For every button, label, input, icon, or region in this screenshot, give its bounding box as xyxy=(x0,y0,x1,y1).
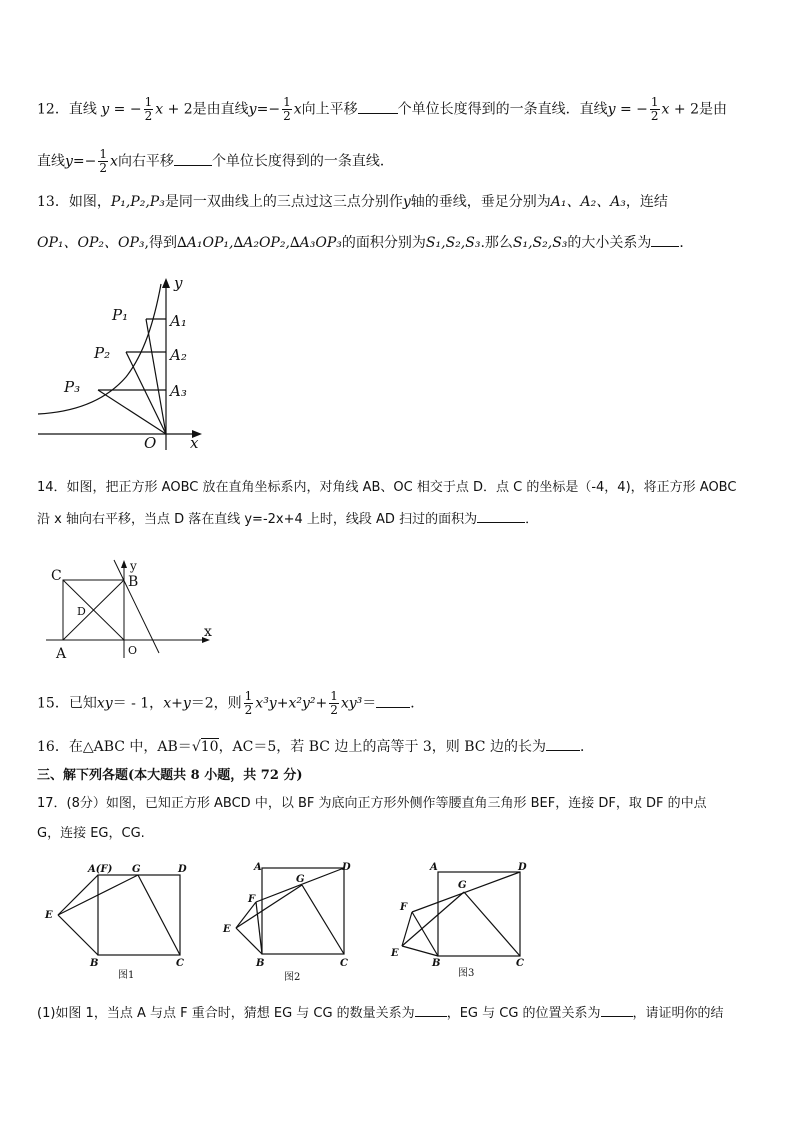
q15-line: 15．已知xy＝ - 1，x+y＝2，则 $\frac{1}{2}$ x³y+x²y²+ $\frac{1}{2}$ xy³＝ ． xyxy=(37,689,425,717)
q14-square-figure xyxy=(44,558,244,668)
svg-text:A(F): A(F) xyxy=(88,864,113,875)
svg-text:A: A xyxy=(430,862,438,873)
svg-text:B: B xyxy=(432,958,441,969)
answer-blank[interactable] xyxy=(601,1002,633,1017)
answer-blank[interactable] xyxy=(477,508,525,523)
svg-text:E: E xyxy=(391,948,399,959)
fraction-one-half: $\frac{1}{2}$ xyxy=(650,95,659,123)
svg-text:B: B xyxy=(90,958,99,969)
label-x: x xyxy=(204,624,212,640)
label-a1: A₁ xyxy=(170,312,187,330)
svg-text:F: F xyxy=(400,902,408,913)
answer-blank[interactable] xyxy=(415,1002,447,1017)
figure-caption: 图3 xyxy=(458,968,475,979)
label-p2: P₂ xyxy=(94,344,111,362)
q17-sub1-line: (1)如图 1，当点 A 与点 F 重合时，猜想 EG 与 CG 的数量关系为 ，EG 与 CG 的位置关系为 ，请证明你的结 xyxy=(37,1002,724,1024)
svg-text:E: E xyxy=(45,910,53,921)
answer-blank[interactable] xyxy=(651,232,679,247)
q17-line-2: G，连接 EG，CG. xyxy=(37,826,145,841)
q13-line-2: OP₁、OP₂、OP₃,得到∆A₁OP₁,∆A₂OP₂,∆A₃OP₃的面积分别为S₁,S₂,S₃.那么S₁,S₂,S₃的大小关系为 ． xyxy=(37,232,693,253)
label-b: B xyxy=(128,574,139,590)
q17-figure-2 xyxy=(218,858,378,988)
svg-text:D: D xyxy=(178,864,187,875)
label-c: C xyxy=(51,568,62,584)
q14-line-2: 沿 x 轴向右平移，当点 D 落在直线 y=-2x+4 上时，线段 AD 扫过的面积为 ． xyxy=(37,508,538,530)
answer-blank[interactable] xyxy=(358,99,398,114)
q17-figure-1 xyxy=(40,860,200,980)
svg-text:C: C xyxy=(176,958,184,969)
fraction-one-half: $\frac{1}{2}$ xyxy=(283,95,291,123)
label-a3: A₃ xyxy=(170,382,187,400)
fraction-one-half: $\frac{1}{2}$ xyxy=(144,95,153,123)
y-axis-arrow-icon xyxy=(121,560,127,568)
figure-caption: 图1 xyxy=(118,970,135,981)
label-p3: P₃ xyxy=(64,378,81,396)
q17-line-1: 17．(8分）如图，已知正方形 ABCD 中，以 BF 为底向正方形外侧作等腰直角三角形 BEF，连接 DF，取 DF 的中点 xyxy=(37,796,707,811)
label-p1: P₁ xyxy=(112,306,129,324)
fraction-one-half: $\frac{1}{2}$ xyxy=(330,689,338,717)
label-y: y xyxy=(130,559,137,573)
answer-blank[interactable] xyxy=(546,736,580,751)
svg-text:C: C xyxy=(516,958,524,969)
label-a: A xyxy=(56,646,67,662)
svg-text:D: D xyxy=(518,862,527,873)
label-x: x xyxy=(190,434,199,452)
fraction-one-half: $\frac{1}{2}$ xyxy=(99,147,108,175)
answer-blank[interactable] xyxy=(376,693,410,708)
q12-number: 12． xyxy=(37,101,69,118)
svg-text:F: F xyxy=(248,894,256,905)
y-axis-arrow-icon xyxy=(162,278,170,288)
svg-text:E: E xyxy=(223,924,231,935)
svg-text:A: A xyxy=(254,862,262,873)
svg-text:C: C xyxy=(340,958,348,969)
q13-hyperbola-figure xyxy=(36,272,236,452)
svg-text:B: B xyxy=(256,958,265,969)
label-y: y xyxy=(174,274,183,292)
figure-caption: 图2 xyxy=(284,972,301,983)
q12-line-2: 直线y=− $\frac{1}{2}$ x向右平移 个单位长度得到的一条直线． xyxy=(37,147,394,175)
label-a2: A₂ xyxy=(170,346,187,364)
label-o: O xyxy=(144,434,157,452)
section-heading: 三、解下列各题(本大题共 8 小题，共 72 分) xyxy=(37,768,303,783)
answer-blank[interactable] xyxy=(174,151,212,166)
sqrt-symbol: √ xyxy=(191,739,201,755)
svg-text:G: G xyxy=(296,874,305,885)
q13-line-1: 13．如图，P₁,P₂,P₃是同一双曲线上的三点过这三点分别作y轴的垂线，垂足分别为A₁、A₂、A₃，连结 xyxy=(37,194,668,210)
label-o: O xyxy=(128,644,138,657)
svg-text:G: G xyxy=(458,880,467,891)
q14-line-1: 14．如图，把正方形 AOBC 放在直角坐标系内，对角线 AB、OC 相交于点 D．点 C 的坐标是（-4，4)，将正方形 AOBC xyxy=(37,480,737,495)
q12-line-1: 12．直线 y = − $\frac{1}{2}$ x + 2是由直线y=− $\frac{1}{2}$ x向上平移 个单位长度得到的一条直线．直线y = − $\frac{1}{2}$ x + 2是由 xyxy=(37,95,727,123)
label-d: D xyxy=(77,605,86,618)
fraction-one-half: $\frac{1}{2}$ xyxy=(244,689,253,717)
svg-text:D: D xyxy=(342,862,351,873)
svg-text:G: G xyxy=(132,864,141,875)
q16-line: 16．在△ABC 中，AB＝√10，AC＝5，若 BC 边上的高等于 3，则 BC 边的长为 ． xyxy=(37,736,594,757)
q17-figure-3 xyxy=(390,856,550,986)
